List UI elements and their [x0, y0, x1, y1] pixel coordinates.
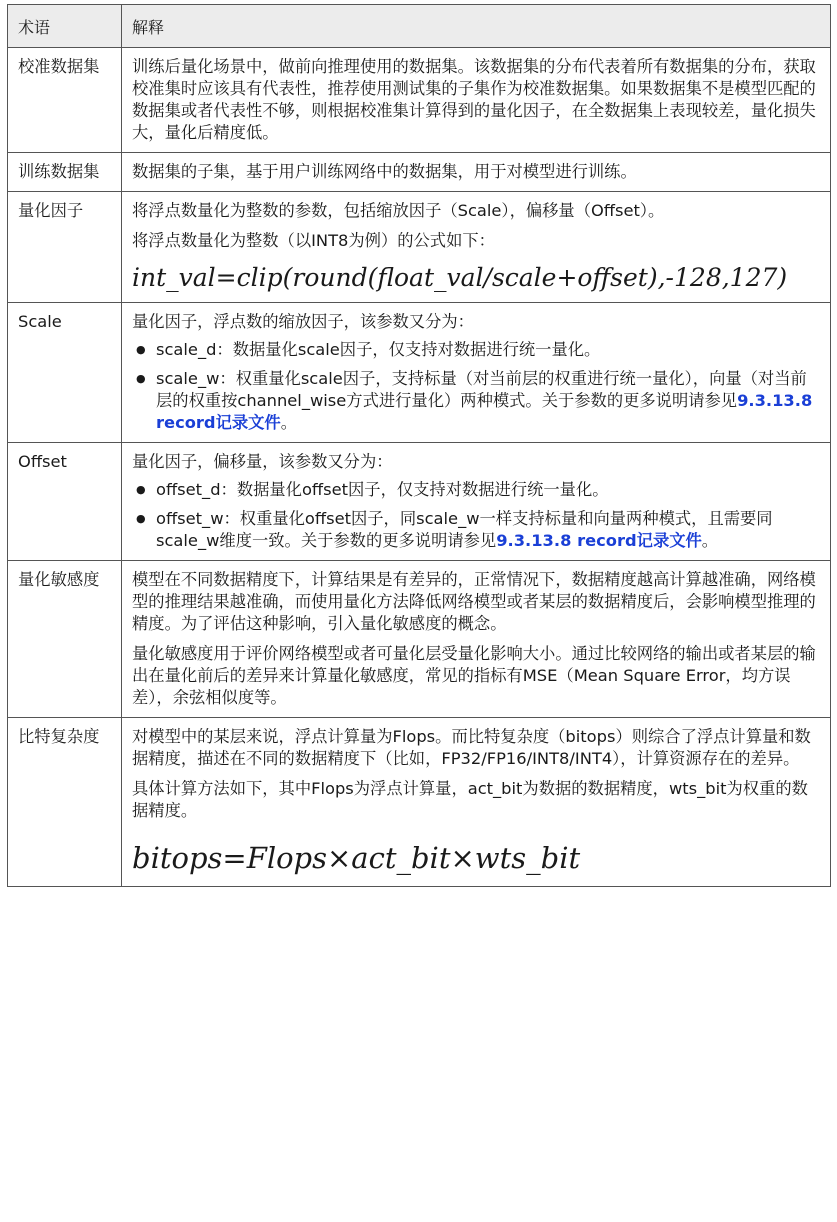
explanation-cell	[122, 153, 831, 192]
list-item: ● offset_w：权重量化offset因子，同scale_w一样支持标量和向量两种模式，且需要同scale_w维度一致。关于参数的更多说明请参见9.3.13.8 record记录文件。	[132, 508, 820, 552]
explanation-cell	[122, 561, 831, 718]
term-cell: Scale	[8, 303, 122, 443]
header-row	[8, 5, 831, 48]
paragraph: 量化因子，偏移量，该参数又分为：	[132, 452, 393, 471]
header-explanation: 解释	[122, 5, 831, 48]
paragraph: 将浮点数量化为整数的参数，包括缩放因子（Scale），偏移量（Offset）。	[132, 201, 665, 220]
explanation-cell	[122, 443, 831, 561]
bitops-formula: bitops=Flops×act_bit×wts_bit	[132, 841, 581, 875]
explanation-cell	[122, 48, 831, 153]
term-cell: 训练数据集	[8, 153, 122, 192]
term-cell: Offset	[8, 443, 122, 561]
table-row	[8, 153, 831, 192]
paragraph: 模型在不同数据精度下，计算结果是有差异的，正常情况下，数据精度越高计算越准确，网络模型的推理结果越准确，而使用量化方法降低网络模型或者某层的数据精度后，会影响模型推理的精度。为了评估这种影响，引入量化敏感度的概念。	[132, 570, 816, 633]
quantization-formula: int_val=clip(round(float_val/scale+offset),-128,127)	[132, 263, 788, 292]
bullet-list	[132, 339, 820, 434]
bullet-list	[132, 479, 820, 552]
record-file-link[interactable]: 9.3.13.8 record记录文件	[156, 391, 813, 432]
table-row	[8, 443, 831, 561]
table-row	[8, 561, 831, 718]
table-row	[8, 718, 831, 887]
explanation-cell	[122, 718, 831, 887]
explanation-cell	[122, 303, 831, 443]
term-cell: 比特复杂度	[8, 718, 122, 887]
record-file-link[interactable]: 9.3.13.8 record记录文件	[496, 531, 702, 550]
paragraph: 对模型中的某层来说，浮点计算量为Flops。而比特复杂度（bitops）则综合了浮点计算量和数据精度，描述在不同的数据精度下（比如，FP32/FP16/INT8/INT4），计算资源存在的差异。	[132, 727, 811, 768]
term-cell: 校准数据集	[8, 48, 122, 153]
paragraph: 量化因子，浮点数的缩放因子，该参数又分为：	[132, 312, 474, 331]
list-item: ● offset_d：数据量化offset因子，仅支持对数据进行统一量化。	[132, 479, 820, 501]
paragraph: 将浮点数量化为整数（以INT8为例）的公式如下：	[132, 231, 495, 250]
paragraph: 具体计算方法如下，其中Flops为浮点计算量，act_bit为数据的数据精度，wts_bit为权重的数据精度。	[132, 779, 808, 820]
term-cell: 量化敏感度	[8, 561, 122, 718]
table-row	[8, 192, 831, 303]
paragraph: 数据集的子集，基于用户训练网络中的数据集，用于对模型进行训练。	[132, 162, 637, 181]
glossary-table-wrapper	[7, 4, 830, 887]
glossary-table	[7, 4, 831, 887]
paragraph: 量化敏感度用于评价网络模型或者可量化层受量化影响大小。通过比较网络的输出或者某层的输出在量化前后的差异来计算量化敏感度，常见的指标有MSE（Mean Square Error，均方误差），余弦相似度等。	[132, 644, 816, 707]
term-cell: 量化因子	[8, 192, 122, 303]
paragraph: 训练后量化场景中，做前向推理使用的数据集。该数据集的分布代表着所有数据集的分布，获取校准集时应该具有代表性，推荐使用测试集的子集作为校准数据集。如果数据集不是模型匹配的数据集或者代表性不够，则根据校准集计算得到的量化因子，在全数据集上表现较差，量化损失大，量化后精度低。	[132, 57, 816, 142]
explanation-cell	[122, 192, 831, 303]
header-term: 术语	[8, 5, 122, 48]
table-row	[8, 48, 831, 153]
list-item: ● scale_d：数据量化scale因子，仅支持对数据进行统一量化。	[132, 339, 820, 361]
table-row	[8, 303, 831, 443]
list-item: ● scale_w：权重量化scale因子，支持标量（对当前层的权重进行统一量化），向量（对当前层的权重按channel_wise方式进行量化）两种模式。关于参数的更多说明请参见9.3.13.8 record记录文件。	[132, 368, 820, 434]
